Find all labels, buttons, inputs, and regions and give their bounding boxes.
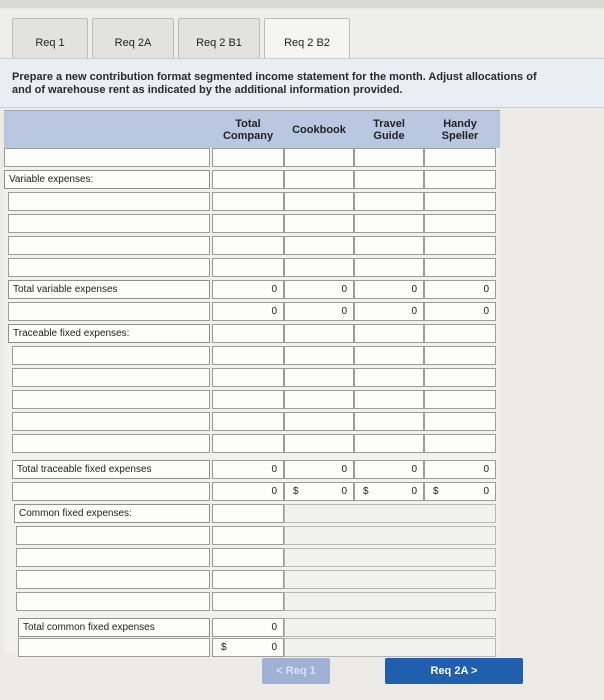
travel-guide-input[interactable] — [354, 214, 424, 233]
cookbook-input[interactable] — [284, 324, 354, 343]
cookbook-input[interactable] — [284, 368, 354, 387]
tab-req-2a[interactable]: Req 2A — [92, 18, 174, 66]
travel-guide-input[interactable] — [354, 170, 424, 189]
statement-row — [4, 280, 500, 300]
statement-row — [4, 368, 500, 388]
statement-row — [4, 236, 500, 256]
total-traceable-handy-speller: 0 — [424, 460, 496, 479]
subtotal-travel-guide: 0 — [354, 302, 424, 321]
handy-speller-input[interactable] — [424, 236, 496, 255]
total-company-input[interactable] — [212, 526, 284, 545]
statement-row — [4, 592, 500, 612]
travel-guide-input[interactable] — [354, 192, 424, 211]
dollar-sign: $ — [221, 642, 227, 653]
total-company-input[interactable] — [212, 592, 284, 611]
statement-row — [4, 412, 500, 432]
total-variable-expenses-label: Total variable expenses — [8, 280, 210, 299]
dollar-sign: $ — [433, 486, 439, 497]
total-company-input[interactable] — [212, 214, 284, 233]
cookbook-input[interactable] — [284, 148, 354, 167]
tab-req-2b2[interactable]: Req 2 B2 — [264, 18, 350, 66]
col-total-company: Total Company — [222, 118, 274, 142]
total-common-total-company: 0 — [212, 618, 284, 637]
blank-area — [284, 504, 496, 523]
next-req-2a-button[interactable]: Req 2A > — [385, 658, 523, 684]
statement-row — [4, 548, 500, 568]
row-label-input[interactable] — [16, 592, 210, 611]
row-label-input[interactable] — [16, 548, 210, 567]
dollar-sign: $ — [293, 486, 299, 497]
total-common-fixed-label: Total common fixed expenses — [18, 618, 210, 637]
subtotal-handy-speller: 0 — [424, 302, 496, 321]
row-label-input[interactable] — [12, 368, 210, 387]
statement-row — [4, 302, 500, 322]
blank-area — [284, 526, 496, 545]
statement-row — [4, 214, 500, 234]
total-company-input[interactable] — [212, 412, 284, 431]
blank-area — [284, 618, 496, 637]
total-company-input[interactable] — [212, 548, 284, 567]
segment-margin-travel-guide-value: 0 — [411, 486, 417, 497]
instructions — [0, 58, 604, 108]
segment-margin-cookbook — [284, 482, 354, 501]
income-statement-sheet — [4, 110, 600, 655]
statement-row — [4, 324, 500, 344]
statement-row — [4, 504, 500, 524]
travel-guide-input[interactable] — [354, 412, 424, 431]
handy-speller-input[interactable] — [424, 148, 496, 167]
col-travel-guide: Travel Guide — [373, 118, 405, 142]
blank-area — [284, 570, 496, 589]
cookbook-input[interactable] — [284, 412, 354, 431]
total-company-input[interactable] — [212, 570, 284, 589]
total-traceable-total-company: 0 — [212, 460, 284, 479]
net-operating-total-company-value: 0 — [271, 642, 277, 653]
total-variable-cookbook: 0 — [284, 280, 354, 299]
statement-row — [4, 390, 500, 410]
total-variable-total-company: 0 — [212, 280, 284, 299]
total-company-input[interactable] — [212, 192, 284, 211]
row-label-input[interactable] — [8, 302, 210, 321]
tab-req-2b1[interactable]: Req 2 B1 — [178, 18, 260, 66]
cookbook-input[interactable] — [284, 192, 354, 211]
instructions-line-2: and of warehouse rent as indicated by the additional information provided. — [12, 84, 403, 96]
statement-row — [4, 526, 500, 546]
total-variable-handy-speller: 0 — [424, 280, 496, 299]
statement-row — [4, 460, 500, 480]
handy-speller-input[interactable] — [424, 390, 496, 409]
handy-speller-input[interactable] — [424, 324, 496, 343]
total-company-input[interactable] — [212, 504, 284, 523]
statement-row — [4, 192, 500, 212]
segment-margin-cookbook-value: 0 — [341, 486, 347, 497]
cookbook-input[interactable] — [284, 434, 354, 453]
cookbook-input[interactable] — [284, 170, 354, 189]
total-traceable-cookbook: 0 — [284, 460, 354, 479]
row-label-input[interactable] — [8, 236, 210, 255]
statement-row — [4, 258, 500, 278]
top-bar — [0, 0, 604, 8]
statement-row — [4, 170, 500, 190]
blank-area — [284, 548, 496, 567]
travel-guide-input[interactable] — [354, 258, 424, 277]
statement-row — [4, 482, 500, 502]
total-company-input[interactable] — [212, 148, 284, 167]
col-cookbook: Cookbook — [292, 124, 346, 136]
travel-guide-input[interactable] — [354, 148, 424, 167]
row-label-input[interactable] — [18, 638, 210, 657]
travel-guide-input[interactable] — [354, 390, 424, 409]
segment-margin-handy-speller — [424, 482, 496, 501]
statement-row — [4, 148, 500, 168]
travel-guide-input[interactable] — [354, 346, 424, 365]
statement-grid — [4, 148, 500, 653]
statement-row — [4, 570, 500, 590]
total-company-input[interactable] — [212, 324, 284, 343]
blank-area — [284, 592, 496, 611]
tab-req-1[interactable]: Req 1 — [12, 18, 88, 66]
row-label-input[interactable] — [12, 346, 210, 365]
total-company-input[interactable] — [212, 346, 284, 365]
handy-speller-input[interactable] — [424, 192, 496, 211]
traceable-fixed-expenses-label: Traceable fixed expenses: — [8, 324, 210, 343]
segment-margin-total-company: 0 — [212, 482, 284, 501]
total-company-input[interactable] — [212, 258, 284, 277]
travel-guide-input[interactable] — [354, 236, 424, 255]
row-label-input[interactable] — [8, 214, 210, 233]
total-company-input[interactable] — [212, 390, 284, 409]
handy-speller-input[interactable] — [424, 412, 496, 431]
row-label-input[interactable] — [12, 482, 210, 501]
handy-speller-input[interactable] — [424, 258, 496, 277]
handy-speller-input[interactable] — [424, 434, 496, 453]
cookbook-input[interactable] — [284, 346, 354, 365]
subtotal-cookbook: 0 — [284, 302, 354, 321]
column-header-row — [4, 110, 500, 148]
total-company-input[interactable] — [212, 368, 284, 387]
cookbook-input[interactable] — [284, 390, 354, 409]
row-label-input[interactable] — [8, 192, 210, 211]
subtotal-total-company: 0 — [212, 302, 284, 321]
travel-guide-input[interactable] — [354, 434, 424, 453]
tab-bar — [0, 10, 604, 58]
statement-row — [4, 618, 500, 638]
total-variable-travel-guide: 0 — [354, 280, 424, 299]
total-traceable-travel-guide: 0 — [354, 460, 424, 479]
statement-row — [4, 434, 500, 454]
row-label-input[interactable] — [4, 148, 210, 167]
total-company-input[interactable] — [212, 170, 284, 189]
row-label-input[interactable] — [8, 258, 210, 277]
instructions-line-1: Prepare a new contribution format segmented income statement for the month. Adjust allocations of — [12, 71, 537, 83]
row-label-input[interactable] — [16, 570, 210, 589]
segment-margin-travel-guide — [354, 482, 424, 501]
travel-guide-input[interactable] — [354, 368, 424, 387]
cookbook-input[interactable] — [284, 214, 354, 233]
dollar-sign: $ — [363, 486, 369, 497]
cookbook-input[interactable] — [284, 236, 354, 255]
handy-speller-input[interactable] — [424, 346, 496, 365]
common-fixed-expenses-label: Common fixed expenses: — [14, 504, 210, 523]
statement-row — [4, 346, 500, 366]
travel-guide-input[interactable] — [354, 324, 424, 343]
row-label-input[interactable] — [16, 526, 210, 545]
col-handy-speller: Handy Speller — [441, 118, 479, 142]
row-label-input[interactable] — [12, 412, 210, 431]
blank-area — [284, 638, 496, 657]
handy-speller-input[interactable] — [424, 170, 496, 189]
variable-expenses-label: Variable expenses: — [4, 170, 210, 189]
net-operating-total-company — [212, 638, 284, 657]
handy-speller-input[interactable] — [424, 368, 496, 387]
segment-margin-handy-speller-value: 0 — [483, 486, 489, 497]
total-company-input[interactable] — [212, 236, 284, 255]
total-traceable-fixed-label: Total traceable fixed expenses — [12, 460, 210, 479]
handy-speller-input[interactable] — [424, 214, 496, 233]
total-company-input[interactable] — [212, 434, 284, 453]
prev-req-1-button[interactable]: < Req 1 — [262, 658, 330, 684]
cookbook-input[interactable] — [284, 258, 354, 277]
row-label-input[interactable] — [12, 390, 210, 409]
row-label-input[interactable] — [12, 434, 210, 453]
statement-row — [4, 638, 500, 658]
